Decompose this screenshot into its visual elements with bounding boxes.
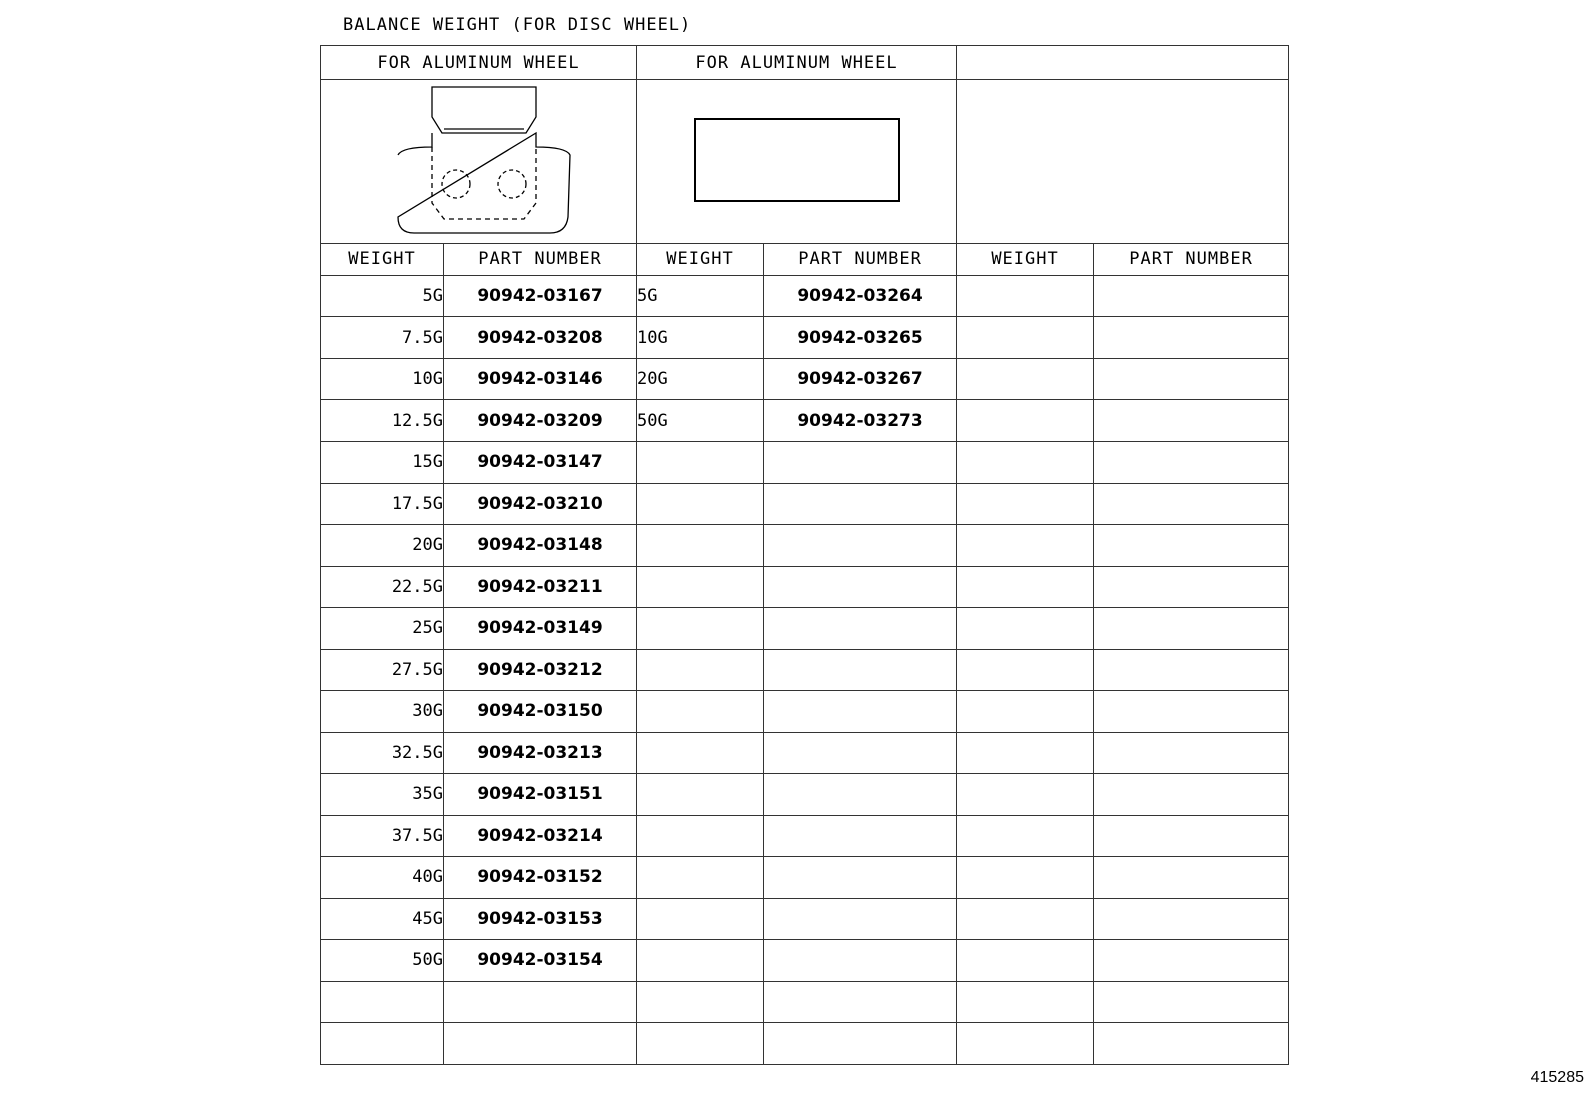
part-number-cell: 90942-03149: [444, 608, 637, 650]
weight-cell: 50G: [637, 400, 764, 442]
part-number-cell: [1094, 441, 1289, 483]
col-header-part-number-1: PART NUMBER: [444, 243, 637, 275]
weight-cell: [957, 525, 1094, 567]
weight-cell: 50G: [321, 940, 444, 982]
weight-cell: 37.5G: [321, 815, 444, 857]
part-number-cell: 90942-03265: [764, 317, 957, 359]
weight-cell: [637, 815, 764, 857]
weight-cell: [957, 400, 1094, 442]
part-number-cell: [1094, 400, 1289, 442]
group-header-3: [957, 46, 1289, 80]
weight-cell: 20G: [321, 525, 444, 567]
clip-on-weight-illustration-cell: [321, 80, 637, 243]
part-number-cell: [764, 1023, 957, 1065]
col-header-part-number-2: PART NUMBER: [764, 243, 957, 275]
table-row: [321, 275, 1289, 317]
part-number-cell: [1094, 608, 1289, 650]
weight-cell: 30G: [321, 691, 444, 733]
weight-cell: [957, 608, 1094, 650]
part-number-cell: [444, 1023, 637, 1065]
table-row: [321, 857, 1289, 899]
part-number-cell: 90942-03150: [444, 691, 637, 733]
weight-cell: [957, 358, 1094, 400]
table-row: [321, 441, 1289, 483]
table-row: [321, 732, 1289, 774]
group-header-2: FOR ALUMINUM WHEEL: [637, 46, 957, 80]
weight-cell: [637, 608, 764, 650]
part-number-cell: 90942-03267: [764, 358, 957, 400]
weight-cell: [957, 1023, 1094, 1065]
weight-cell: 20G: [637, 358, 764, 400]
part-number-cell: [1094, 732, 1289, 774]
part-number-cell: [764, 566, 957, 608]
part-number-cell: 90942-03154: [444, 940, 637, 982]
weight-cell: [957, 317, 1094, 359]
col-header-weight-2: WEIGHT: [637, 243, 764, 275]
table-row: [321, 649, 1289, 691]
part-number-cell: [764, 649, 957, 691]
part-number-cell: [764, 732, 957, 774]
part-number-cell: [1094, 566, 1289, 608]
part-number-cell: [1094, 691, 1289, 733]
table-row: [321, 483, 1289, 525]
illustration-row: [321, 80, 1289, 243]
weight-cell: 5G: [637, 275, 764, 317]
weight-cell: [637, 774, 764, 816]
part-number-cell: [764, 774, 957, 816]
weight-cell: [957, 566, 1094, 608]
weight-cell: [957, 732, 1094, 774]
weight-cell: 10G: [637, 317, 764, 359]
weight-cell: [637, 898, 764, 940]
adhesive-weight-icon: [692, 116, 902, 206]
table-row: [321, 940, 1289, 982]
part-number-cell: [1094, 981, 1289, 1023]
part-number-cell: 90942-03208: [444, 317, 637, 359]
table-row: [321, 691, 1289, 733]
weight-cell: [957, 691, 1094, 733]
weight-cell: [637, 566, 764, 608]
weight-cell: [957, 981, 1094, 1023]
weight-cell: [637, 1023, 764, 1065]
weight-cell: 10G: [321, 358, 444, 400]
weight-cell: [957, 649, 1094, 691]
weight-cell: [637, 732, 764, 774]
table-row: [321, 608, 1289, 650]
weight-cell: [637, 649, 764, 691]
part-number-cell: 90942-03151: [444, 774, 637, 816]
weight-cell: 15G: [321, 441, 444, 483]
part-number-cell: 90942-03209: [444, 400, 637, 442]
part-number-cell: 90942-03264: [764, 275, 957, 317]
part-number-cell: [1094, 483, 1289, 525]
part-number-cell: [1094, 649, 1289, 691]
part-number-cell: [1094, 525, 1289, 567]
col-header-weight-3: WEIGHT: [957, 243, 1094, 275]
part-number-cell: 90942-03210: [444, 483, 637, 525]
weight-cell: 12.5G: [321, 400, 444, 442]
weight-cell: 17.5G: [321, 483, 444, 525]
weight-cell: [957, 483, 1094, 525]
table-row: [321, 981, 1289, 1023]
part-number-cell: [764, 981, 957, 1023]
table-row: [321, 400, 1289, 442]
part-number-cell: 90942-03211: [444, 566, 637, 608]
part-number-cell: [764, 525, 957, 567]
part-number-cell: 90942-03167: [444, 275, 637, 317]
weight-cell: [321, 1023, 444, 1065]
clip-on-weight-icon: [384, 83, 574, 239]
weight-cell: 40G: [321, 857, 444, 899]
table-row: [321, 566, 1289, 608]
weight-cell: [957, 898, 1094, 940]
col-header-part-number-3: PART NUMBER: [1094, 243, 1289, 275]
part-number-cell: 90942-03213: [444, 732, 637, 774]
weight-cell: 7.5G: [321, 317, 444, 359]
part-number-cell: [1094, 774, 1289, 816]
part-number-cell: [764, 441, 957, 483]
part-number-cell: [1094, 317, 1289, 359]
weight-cell: [957, 275, 1094, 317]
weight-cell: [321, 981, 444, 1023]
document-id: 415285: [1530, 1069, 1584, 1086]
weight-cell: 25G: [321, 608, 444, 650]
group-header-row: [321, 46, 1289, 80]
part-number-cell: [1094, 857, 1289, 899]
table-row: [321, 898, 1289, 940]
weight-cell: [637, 691, 764, 733]
col-header-weight-1: WEIGHT: [321, 243, 444, 275]
part-number-cell: [444, 981, 637, 1023]
part-number-cell: [764, 857, 957, 899]
table-row: [321, 525, 1289, 567]
weight-cell: [957, 441, 1094, 483]
weight-cell: [957, 815, 1094, 857]
part-number-cell: 90942-03152: [444, 857, 637, 899]
group-header-1: FOR ALUMINUM WHEEL: [321, 46, 637, 80]
table-row: [321, 774, 1289, 816]
part-number-cell: 90942-03146: [444, 358, 637, 400]
part-number-cell: 90942-03147: [444, 441, 637, 483]
column-header-row: [321, 243, 1289, 275]
part-number-cell: 90942-03212: [444, 649, 637, 691]
page-title: BALANCE WEIGHT (FOR DISC WHEEL): [343, 15, 692, 35]
weight-cell: 22.5G: [321, 566, 444, 608]
table-row: [321, 317, 1289, 359]
weight-cell: 32.5G: [321, 732, 444, 774]
part-number-cell: [1094, 898, 1289, 940]
weight-cell: 35G: [321, 774, 444, 816]
weight-cell: [957, 774, 1094, 816]
part-number-cell: [764, 691, 957, 733]
weight-cell: 27.5G: [321, 649, 444, 691]
part-number-cell: [1094, 275, 1289, 317]
part-number-cell: [764, 815, 957, 857]
weight-cell: [637, 441, 764, 483]
part-number-cell: [764, 898, 957, 940]
part-number-cell: [764, 483, 957, 525]
adhesive-weight-illustration-cell: [637, 80, 957, 243]
table-row: [321, 815, 1289, 857]
weight-cell: [637, 981, 764, 1023]
part-number-cell: [1094, 1023, 1289, 1065]
table-row: [321, 358, 1289, 400]
weight-cell: [957, 857, 1094, 899]
weight-cell: 45G: [321, 898, 444, 940]
weight-cell: [637, 525, 764, 567]
part-number-cell: [1094, 940, 1289, 982]
part-number-cell: 90942-03148: [444, 525, 637, 567]
part-number-cell: 90942-03214: [444, 815, 637, 857]
part-number-cell: 90942-03153: [444, 898, 637, 940]
part-number-cell: [1094, 358, 1289, 400]
part-number-cell: 90942-03273: [764, 400, 957, 442]
part-number-cell: [764, 940, 957, 982]
weight-cell: [637, 940, 764, 982]
part-number-cell: [764, 608, 957, 650]
balance-weight-table: [320, 45, 1289, 1065]
weight-cell: [957, 940, 1094, 982]
weight-cell: 5G: [321, 275, 444, 317]
part-number-cell: [1094, 815, 1289, 857]
weight-cell: [637, 483, 764, 525]
empty-illustration-cell: [957, 80, 1289, 243]
table-row: [321, 1023, 1289, 1065]
weight-cell: [637, 857, 764, 899]
